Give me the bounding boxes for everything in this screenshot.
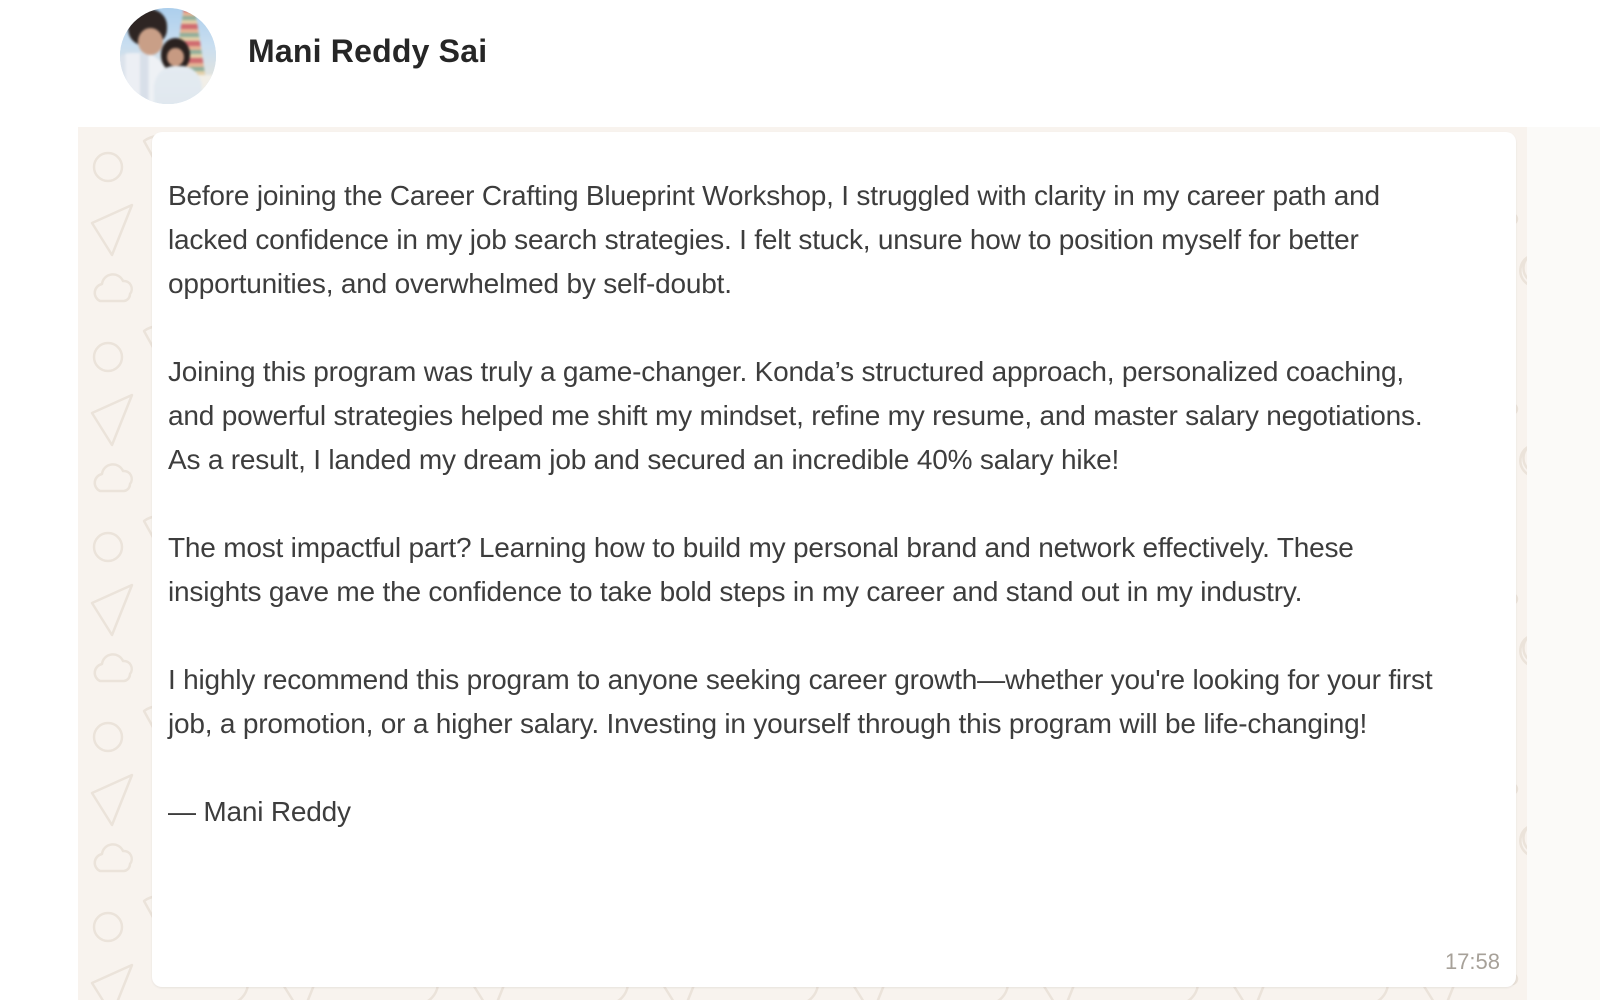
message-paragraph-2: Joining this program was truly a game-changer. Konda’s structured approach, personalized coaching, and powerful strategies helped me shift my mindset, refine my resume, and master salary negotiations. As a result, I landed my dream job and secured an incredible 40% salary hike! [168, 356, 1423, 475]
message-paragraph-1: Before joining the Career Crafting Blueprint Workshop, I struggled with clarity in my career path and lacked confidence in my job search strategies. I felt stuck, unsure how to position myself for better opportunities, and overwhelmed by self-doubt. [168, 180, 1380, 299]
photo-woman-top [154, 66, 202, 104]
message-bubble[interactable] [152, 132, 1516, 987]
profile-photo [120, 8, 216, 104]
sender-name[interactable]: Mani Reddy Sai [248, 33, 488, 69]
message-paragraph-3: The most impactful part? Learning how to build my personal brand and network effectively. These insights gave me the confidence to take bold steps in my career and stand out in my industry. [168, 532, 1354, 607]
avatar[interactable] [120, 8, 216, 104]
right-margin-panel [1527, 127, 1600, 1000]
message-paragraph-4: I highly recommend this program to anyone seeking career growth—whether you're looking for your first job, a promotion, or a higher salary. Investing in yourself through this program will be life-changing! [168, 664, 1433, 739]
photo-man-face [138, 28, 163, 55]
message-timestamp: 17:58 [1444, 949, 1500, 974]
chat-header [0, 0, 1600, 127]
photo-woman-face [167, 48, 184, 67]
message-signature: — Mani Reddy [168, 796, 351, 827]
